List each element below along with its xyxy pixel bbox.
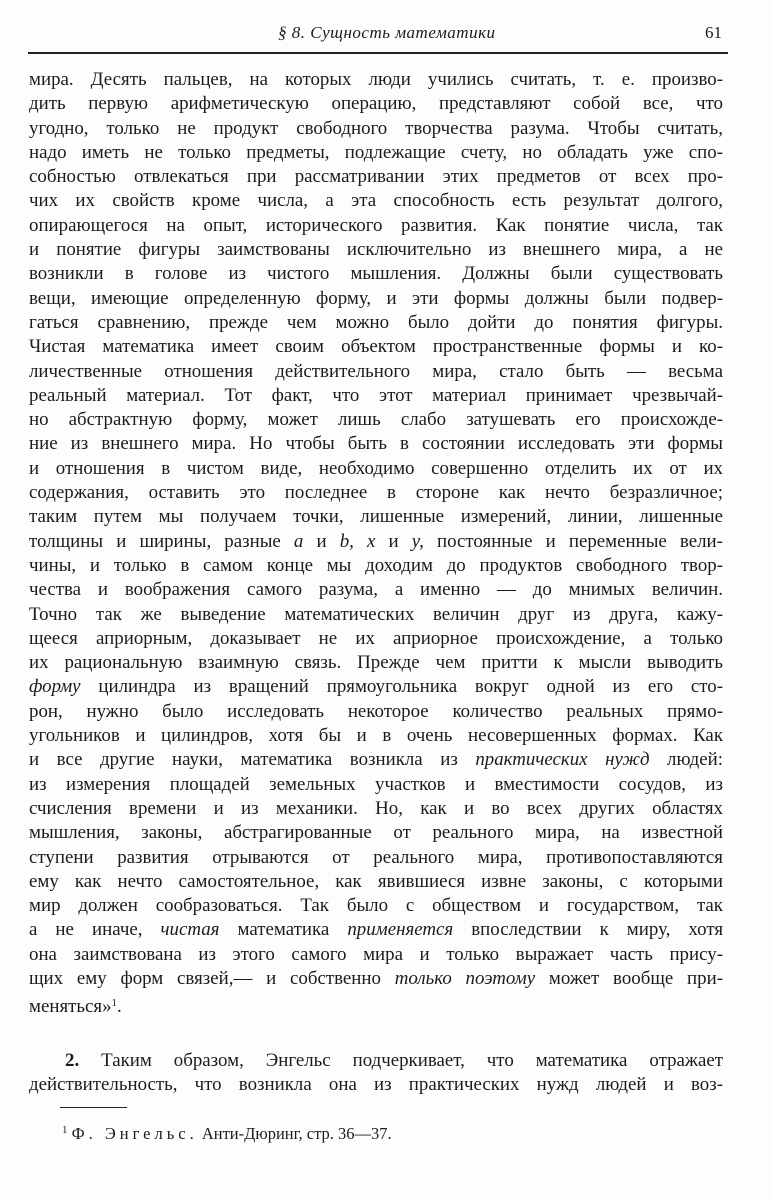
text-line: мира. Десять пальцев, на которых люди учились считать, т. е. произво-	[29, 69, 723, 90]
text-line: мир должен сообразоваться. Так было с обществом и государством, так	[29, 895, 723, 917]
text-line: Чистая математика имеет своим объектом пространственные формы и ко-	[29, 336, 723, 358]
text-line	[29, 748, 723, 772]
text-line: угодно, только не продукт свободного творчества разума. Чтобы считать,	[29, 117, 723, 139]
text-line: надо иметь не только предметы, подлежащие счету, но обладать уже спо-	[29, 141, 723, 163]
text-line: она заимствована из этого самого мира и только выражает часть прису-	[29, 943, 723, 965]
variable: a	[293, 530, 304, 552]
text-line	[29, 991, 723, 1015]
text-line: собностью отвлекаться при рассматривании этих предметов от всех про-	[29, 166, 723, 188]
text-run: щих ему форм связей,— и собственно	[29, 967, 381, 989]
variable: x	[367, 530, 376, 552]
text-line: Точно так же выведение математических величин друг из друга, кажу-	[29, 603, 723, 625]
text-line	[29, 967, 723, 991]
text-run: постоянные и переменные вели-	[437, 530, 723, 552]
section-number: 2.	[65, 1049, 80, 1071]
text-run: математика	[237, 919, 330, 941]
text-run: людей:	[667, 749, 723, 771]
text-line: личественные отношения действительного мира, стало быть — весьма	[29, 360, 723, 382]
text-line: щееся априорным, доказывает не их априорное происхождение, а только	[29, 627, 723, 649]
text-line: чества и воображения самого разума, а именно — до мнимых величин.	[29, 579, 723, 601]
text-line: угольников и цилиндров, хотя бы и в очень несовершенных формах. Как	[29, 725, 723, 747]
emphasis: только поэтому	[394, 967, 536, 989]
text-run: может вообще при-	[548, 967, 723, 989]
text-run: меняться»	[29, 996, 112, 1016]
footnote-divider	[60, 1107, 127, 1108]
text-line: содержания, оставить это последнее в стороне как нечто безразличное;	[29, 482, 723, 504]
text-line: гаться сравнению, прежде чем можно было дойти до понятия фигуры.	[29, 311, 723, 333]
text-line: таким путем мы получаем точки, лишенные измерений, линии, лишенные	[29, 506, 723, 528]
page-number: 61	[705, 23, 722, 42]
running-header	[28, 14, 728, 54]
emphasis: форму	[29, 676, 81, 698]
text-run: а не иначе,	[29, 919, 143, 941]
text-run: толщины и ширины, разные	[29, 530, 281, 552]
text-line: мышления, законы, абстрагированные от реального мира, на известной	[29, 822, 723, 844]
variable: b,	[339, 530, 354, 552]
text-line: ние из внешнего мира. Но чтобы быть в состоянии исследовать эти формы	[29, 433, 723, 455]
text-line: действительность, что возникла она из практических нужд людей и воз-	[29, 1073, 723, 1095]
emphasis: практических нужд	[475, 749, 650, 771]
text-line: реальный материал. Тот факт, что этот материал принимает чрезвычай-	[29, 384, 723, 406]
footnote-marker: 1	[62, 1124, 68, 1136]
footnote-author: Ф. Энгельс.	[71, 1124, 198, 1143]
emphasis: чистая	[160, 919, 220, 941]
text-line: но абстрактную форму, может лишь слабо затушевать его происхожде-	[29, 409, 723, 431]
text-line	[29, 918, 723, 942]
text-line: вещи, имеющие определенную форму, и эти формы должны были подвер-	[29, 287, 723, 309]
text-line: ступени развития отрываются от реального мира, противопоставляются	[29, 846, 723, 868]
text-line: опирающегося на опыт, исторического развития. Как понятие числа, так	[29, 214, 723, 236]
text-line: рон, нужно было исследовать некоторое количество реальных прямо-	[29, 700, 723, 722]
emphasis: применяется	[347, 919, 454, 941]
text-line: и отношения в чистом виде, необходимо совершенно отделить их от их	[29, 457, 723, 479]
text-run: цилиндра из вращений прямоугольника вокруг одной из его сто-	[98, 676, 723, 698]
text-line: дить первую арифметическую операцию, представляют собой все, что	[29, 93, 723, 115]
text-run: и	[388, 530, 399, 552]
text-line: и понятие фигуры заимствованы исключительно из внешнего мира, а не	[29, 239, 723, 261]
text-run: и	[316, 530, 327, 552]
text-line: ему как нечто самостоятельное, как явившиеся извне законы, с которыми	[29, 870, 723, 892]
text-run: Таким образом, Энгельс подчеркивает, что математика отражает	[101, 1049, 723, 1071]
text-line: чих их свойств кроме числа, а эта способность есть результат долгого,	[29, 190, 723, 212]
text-line: из измерения площадей земельных участков и вместимости сосудов, из	[29, 773, 723, 795]
footnote-text: Анти-Дюринг, стр. 36—37.	[201, 1124, 392, 1143]
text-line	[29, 1049, 723, 1073]
text-line: чины, и только в самом конце мы доходим до продуктов свободного твор-	[29, 554, 723, 576]
text-run: и все другие науки, математика возникла из	[29, 749, 458, 771]
variable: y,	[411, 530, 424, 552]
text-line: их рациональную взаимную связь. Прежде чем притти к мысли выводить	[29, 652, 723, 674]
footnote	[62, 1124, 392, 1144]
body-text	[29, 68, 723, 1097]
header-title: § 8. Сущность математики	[278, 23, 496, 42]
text-line	[29, 675, 723, 699]
text-line	[29, 530, 723, 554]
text-line: возникли в голове из чистого мышления. Должны были существовать	[29, 263, 723, 285]
text-run: .	[117, 996, 122, 1016]
text-line: счисления времени и из механики. Но, как и во всех других областях	[29, 797, 723, 819]
text-run: впоследствии к миру, хотя	[471, 919, 723, 941]
footnote-ref: 1	[111, 997, 118, 1010]
paragraph-gap	[29, 1016, 723, 1049]
